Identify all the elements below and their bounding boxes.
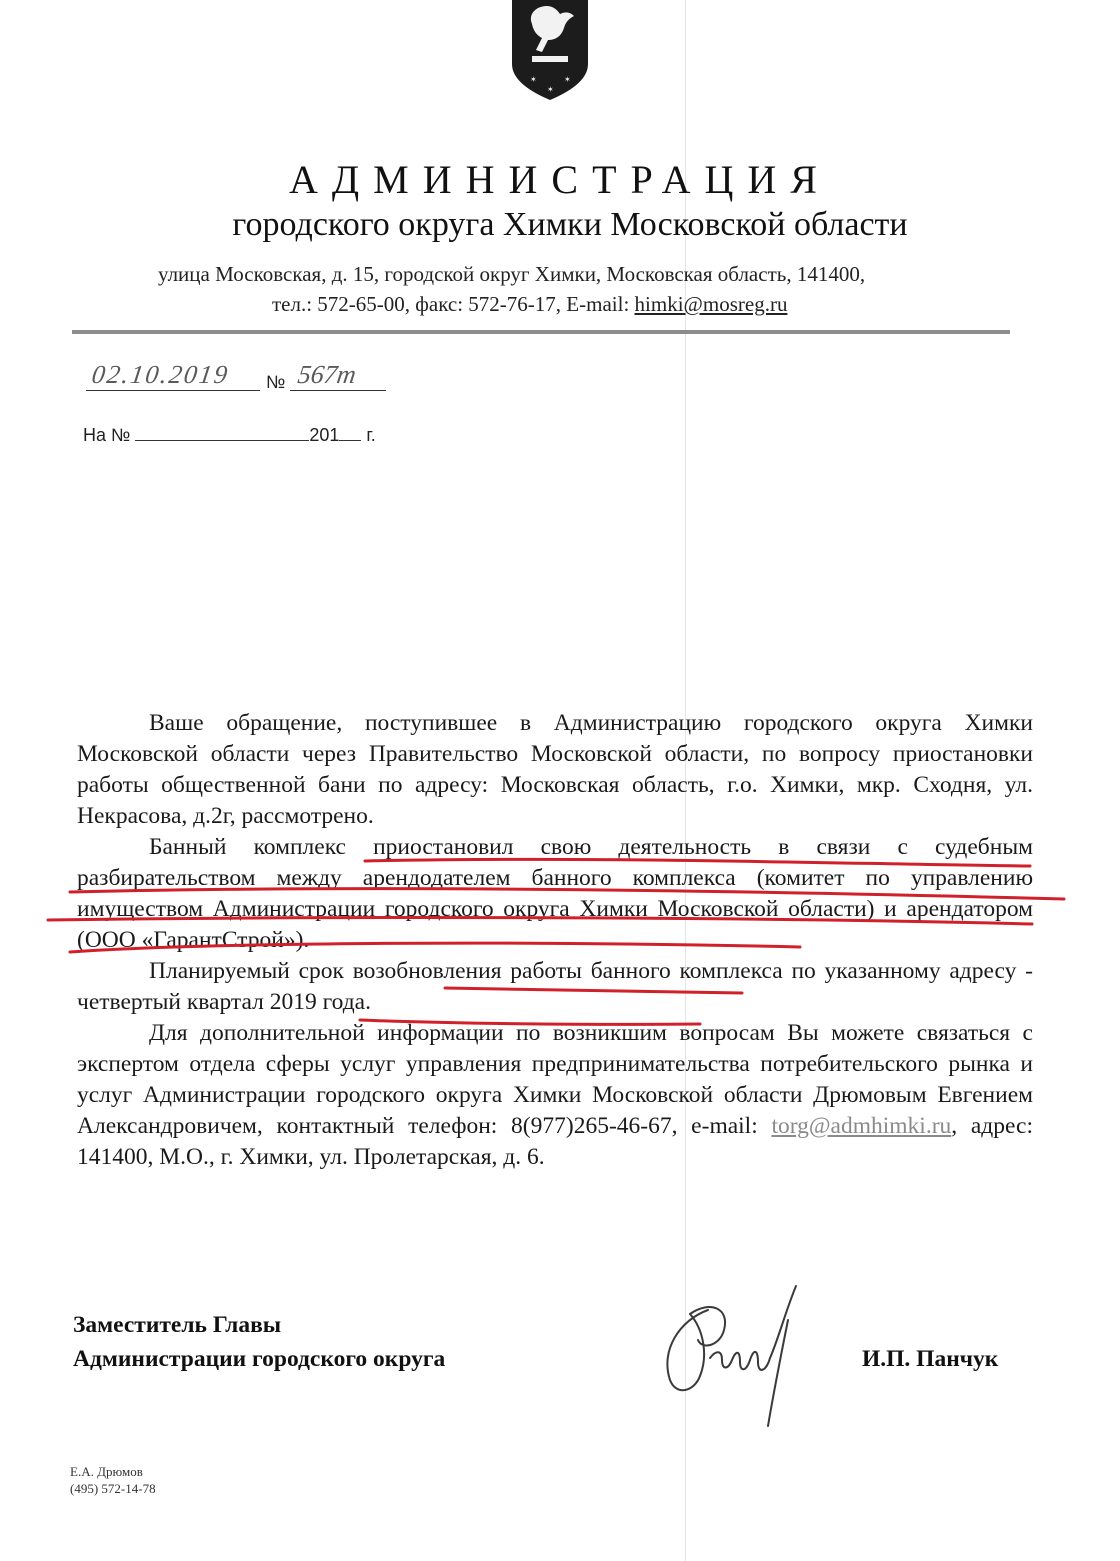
coat-of-arms-emblem (508, 0, 592, 100)
number-underline (290, 390, 386, 391)
svg-text:✶: ✶ (530, 75, 537, 84)
executor-block (70, 1463, 156, 1497)
number-label: № (266, 372, 286, 392)
reference-blank (135, 426, 309, 441)
handwritten-number: 567т (296, 360, 358, 389)
handwritten-signature (650, 1280, 810, 1430)
handwritten-date: 02.10.2019 (90, 360, 232, 389)
reference-line (83, 425, 376, 446)
contacts-text: тел.: 572-65-00, факс: 572-76-17, E-mail: (272, 292, 635, 316)
signer-name: И.П. Панчук (862, 1346, 999, 1372)
signer-position-line: Администрации городского округа (73, 1346, 446, 1372)
org-email-link[interactable]: himki@mosreg.ru (634, 292, 788, 316)
executor-name: Е.А. Дрюмов (70, 1464, 143, 1479)
address-line: улица Московская, д. 15, городской округ Химки, Московская область, 141400, (158, 262, 866, 286)
executor-phone: (495) 572-14-78 (70, 1481, 156, 1496)
reference-suffix: г. (366, 425, 376, 445)
paragraph-resumption: Планируемый срок возобновления работы банного комплекса по указанному адресу - четвертый квартал 2019 года. (77, 958, 1033, 1015)
letter-body (77, 708, 1033, 1173)
expert-email-link[interactable]: torg@admhimki.ru (771, 1113, 952, 1139)
date-underline (86, 390, 260, 391)
svg-text:✶: ✶ (564, 75, 571, 84)
header-divider (72, 330, 1010, 334)
contacts-address: , адрес: 141400, М.О., г. Химки, ул. Пролетарская, д. 6. (77, 1113, 1033, 1170)
paragraph-response: Ваше обращение, поступившее в Администрацию городского округа Химки Московской области через Правительство Московской области, по вопросу приостановки работы общественной бани по адресу: Московская область, г.о. Химки, мкр. Сходня, ул. Некрасова, д.2г, рассмотрено. (77, 710, 1033, 829)
contacts-line (272, 292, 787, 317)
org-subtitle: городского округа Химки Московской области (232, 206, 908, 243)
reference-year-blank (339, 426, 361, 441)
svg-text:✶: ✶ (547, 85, 554, 94)
paragraph-contacts (77, 1018, 1033, 1173)
signer-position-line: Заместитель Главы (73, 1312, 282, 1338)
reference-year: 201 (309, 425, 340, 445)
paragraph-suspension: Банный комплекс приостановил свою деятельность в связи с судебным разбирательством между арендодателем банного комплекса (комитет по управлению имуществом Администрации городского округа Химки Московской области) и арендатором (ООО «ГарантСтрой»). (77, 834, 1033, 953)
org-title: АДМИНИСТРАЦИЯ (289, 157, 831, 202)
reference-prefix: На № (83, 425, 131, 445)
contacts-text: Для дополнительной информации по возникшим вопросам Вы можете связаться с экспертом отдела сферы услуг управления предпринимательства потребительского рынка и услуг Администрации городского округа Химки Московской области Дрюмовым Евгением Александровичем, контактный телефон: 8(977)265-46-67, e-mail: (77, 1020, 1033, 1139)
signer-position (73, 1308, 445, 1376)
